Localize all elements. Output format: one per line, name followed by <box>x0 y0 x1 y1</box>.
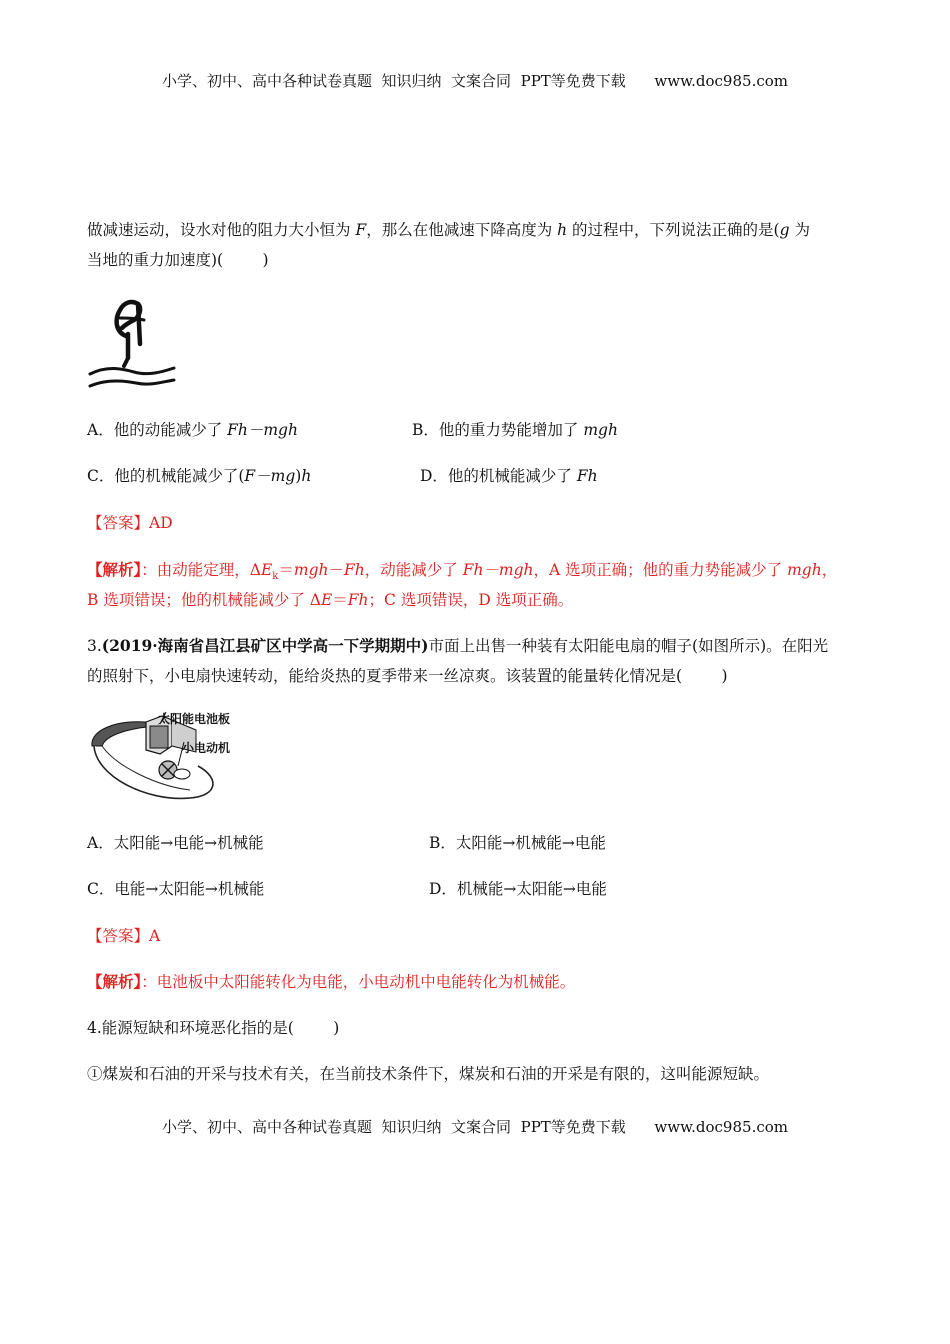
q4-item-1: ①煤炭和石油的开采与技术有关，在当前技术条件下，煤炭和石油的开采是有限的，这叫能源短缺。 <box>87 1065 770 1083</box>
q2-option-b: B．他的重力势能增加了 mgh <box>412 421 618 439</box>
q3-option-c: C．电能→太阳能→机械能 <box>87 880 265 898</box>
q2-stem-line1: 做减速运动，设水对他的阻力大小恒为 F，那么在他减速下降高度为 h 的过程中，下列说法正确的是(g 为 <box>87 221 810 239</box>
q2-option-d: D．他的机械能减少了 Fh <box>420 467 598 485</box>
q2-explanation-line1: 【解析】：由动能定理，$\Delta E_k=mgh-Fh$，动能减少了 Fh－mgh，A 选项正确；他的重力势能减少了 mgh， <box>87 560 838 583</box>
solar-panel-label: 太阳能电池板 <box>158 712 231 726</box>
q4-stem: 4.能源短缺和环境恶化指的是( ) <box>87 1019 340 1037</box>
page-header: 小学、初中、高中各种试卷真题 知识归纳 文案合同 PPT等免费下载 www.doc985.com <box>161 72 788 90</box>
page-footer: 小学、初中、高中各种试卷真题 知识归纳 文案合同 PPT等免费下载 www.doc985.com <box>161 1118 788 1136</box>
q3-option-b: B．太阳能→机械能→电能 <box>429 834 606 852</box>
q3-option-a: A．太阳能→电能→机械能 <box>87 834 264 852</box>
q2-answer: 【答案】AD <box>87 514 173 532</box>
q3-explanation: 【解析】：电池板中太阳能转化为电能，小电动机中电能转化为机械能。 <box>87 972 576 991</box>
diver-figure <box>86 292 178 390</box>
q2-stem-line2: 当地的重力加速度)( ) <box>87 251 269 269</box>
solar-hat-figure <box>86 706 246 806</box>
q2-option-a: A．他的动能减少了 Fh－mgh <box>87 421 298 439</box>
q3-stem-line1: 3.(2019·海南省昌江县矿区中学高一下学期期中)市面上出售一种装有太阳能电扇的帽子(如图所示)。在阳光 <box>87 636 829 655</box>
q3-stem-line2: 的照射下，小电扇快速转动，能给炎热的夏季带来一丝凉爽。该装置的能量转化情况是( ) <box>87 667 728 685</box>
q2-option-c: C．他的机械能减少了(F－mg)h <box>87 467 312 485</box>
q3-option-d: D．机械能→太阳能→电能 <box>429 880 607 898</box>
q2-explanation-line2: B 选项错误；他的机械能减少了 ΔE＝Fh；C 选项错误，D 选项正确。 <box>87 591 574 609</box>
motor-label: 小电动机 <box>182 741 231 755</box>
q3-answer: 【答案】A <box>87 927 161 945</box>
